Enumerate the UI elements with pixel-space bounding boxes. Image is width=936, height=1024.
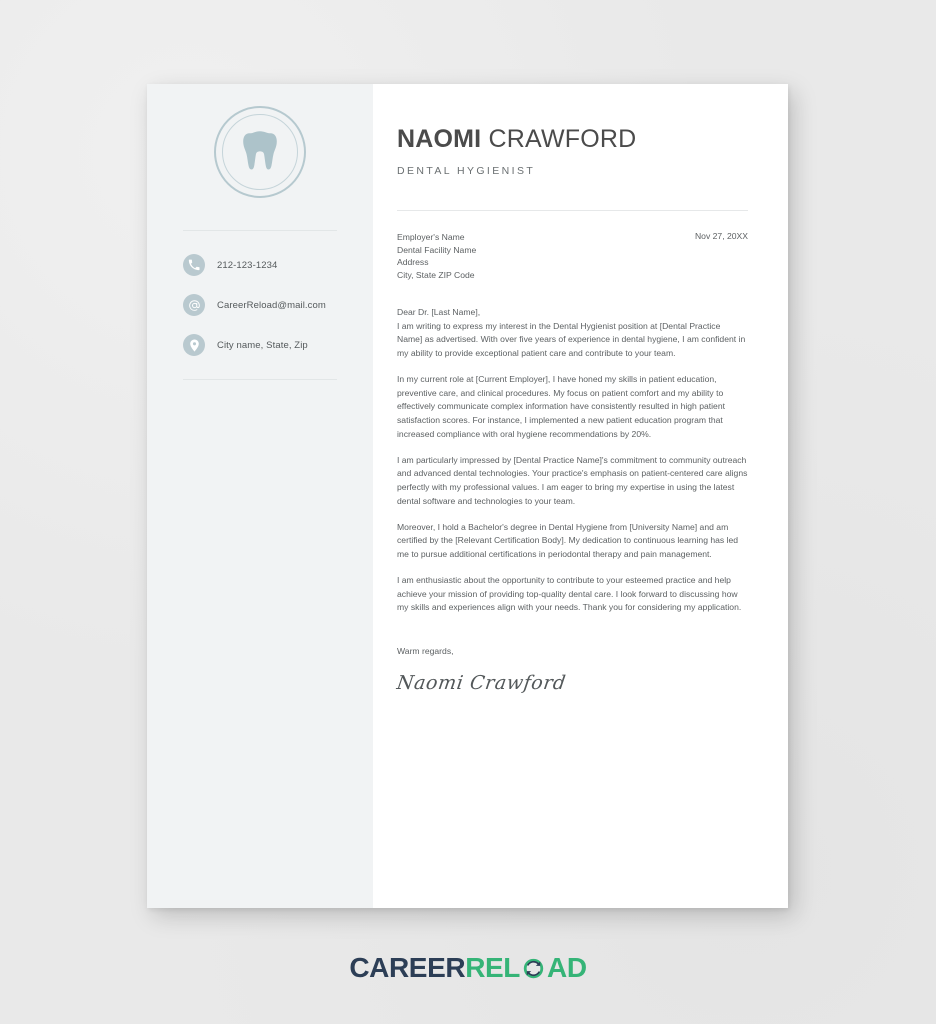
letter-paragraph-salutation (397, 306, 748, 361)
page-title (397, 125, 748, 154)
first-name: NAOMI (397, 125, 482, 153)
letter-closing: Warm regards, (397, 646, 454, 657)
contact-item-phone (183, 254, 373, 276)
contact-value-phone: 212-123-1234 (217, 259, 278, 271)
letter-paragraph: I am enthusiastic about the opportunity to contribute to your esteemed practice and help achieve your mission of providing top-quality dental care. I look forward to discussing how my skills and experiences align with your needs. Thank you for considering my application. (397, 574, 742, 613)
recipient-block (397, 231, 748, 282)
reload-circle-icon (521, 956, 546, 981)
letter-paragraph: Moreover, I hold a Bachelor's degree in Dental Hygiene from [University Name] and am certified by the [Relevant Certification Body]. My dedication to continuous learning has led me to pursue additional certifications in periodontal therapy and pain management. (397, 521, 739, 560)
contact-item-location (183, 334, 373, 356)
recipient-line: City, State ZIP Code (397, 270, 475, 281)
letter-date: Nov 27, 20XX (694, 231, 748, 241)
contact-value-email: CareerReload@mail.com (217, 299, 326, 311)
footer-brand (0, 952, 936, 984)
contact-item-email (183, 294, 373, 316)
recipient-address (397, 231, 476, 282)
letter-main-column (373, 84, 788, 908)
letter-body (397, 306, 748, 615)
letter-paragraph: I am particularly impressed by [Dental Practice Name]'s commitment to community outreach and advanced dental technologies. Your practice's emphasis on patient-centered care aligns perfectly with my professional values. I am eager to bring my expertise in using the latest dental software and technologies to your team. (397, 454, 748, 506)
salutation: Dear Dr. [Last Name], (397, 306, 481, 317)
brand-ad-text: AD (547, 952, 587, 983)
letter-paragraph: In my current role at [Current Employer], I have honed my skills in patient education, preventive care, and clinical procedures. My focus on patient comfort and my ability to effectively communicate complex information have consistently resulted in high patient satisfaction scores. For instance, I implemented a new patient education program that increased compliance with oral hygiene recommendations by 20%. (397, 373, 726, 439)
logo-container (147, 84, 373, 198)
email-icon (183, 294, 205, 316)
logo-outer-ring (214, 106, 306, 198)
tooth-icon (241, 128, 279, 177)
careerreload-logo (349, 952, 586, 984)
location-icon (183, 334, 205, 356)
sidebar (147, 84, 373, 908)
brand-career-text: CAREER (349, 952, 466, 983)
header-divider (397, 210, 748, 211)
brand-rel-text: REL (465, 952, 520, 983)
job-title: DENTAL HYGIENIST (397, 165, 536, 177)
logo-inner-ring (222, 114, 298, 190)
contact-value-location: City name, State, Zip (217, 339, 308, 351)
phone-icon (183, 254, 205, 276)
recipient-line: Address (397, 257, 429, 268)
recipient-line: Dental Facility Name (397, 244, 477, 255)
last-name: CRAWFORD (488, 125, 637, 153)
sidebar-divider-bottom (183, 379, 337, 380)
paragraph-text: I am writing to express my interest in the Dental Hygienist position at [Dental Practice Name] as advertised. With over five years of experience in dental hygiene, I am confident in my ability to provide exceptional patient care and contribute to your team. (397, 320, 746, 359)
cover-letter-page (147, 84, 788, 908)
signature: Naomi Crawford (395, 672, 568, 695)
recipient-line: Employer's Name (397, 232, 465, 242)
contact-list (147, 231, 373, 356)
